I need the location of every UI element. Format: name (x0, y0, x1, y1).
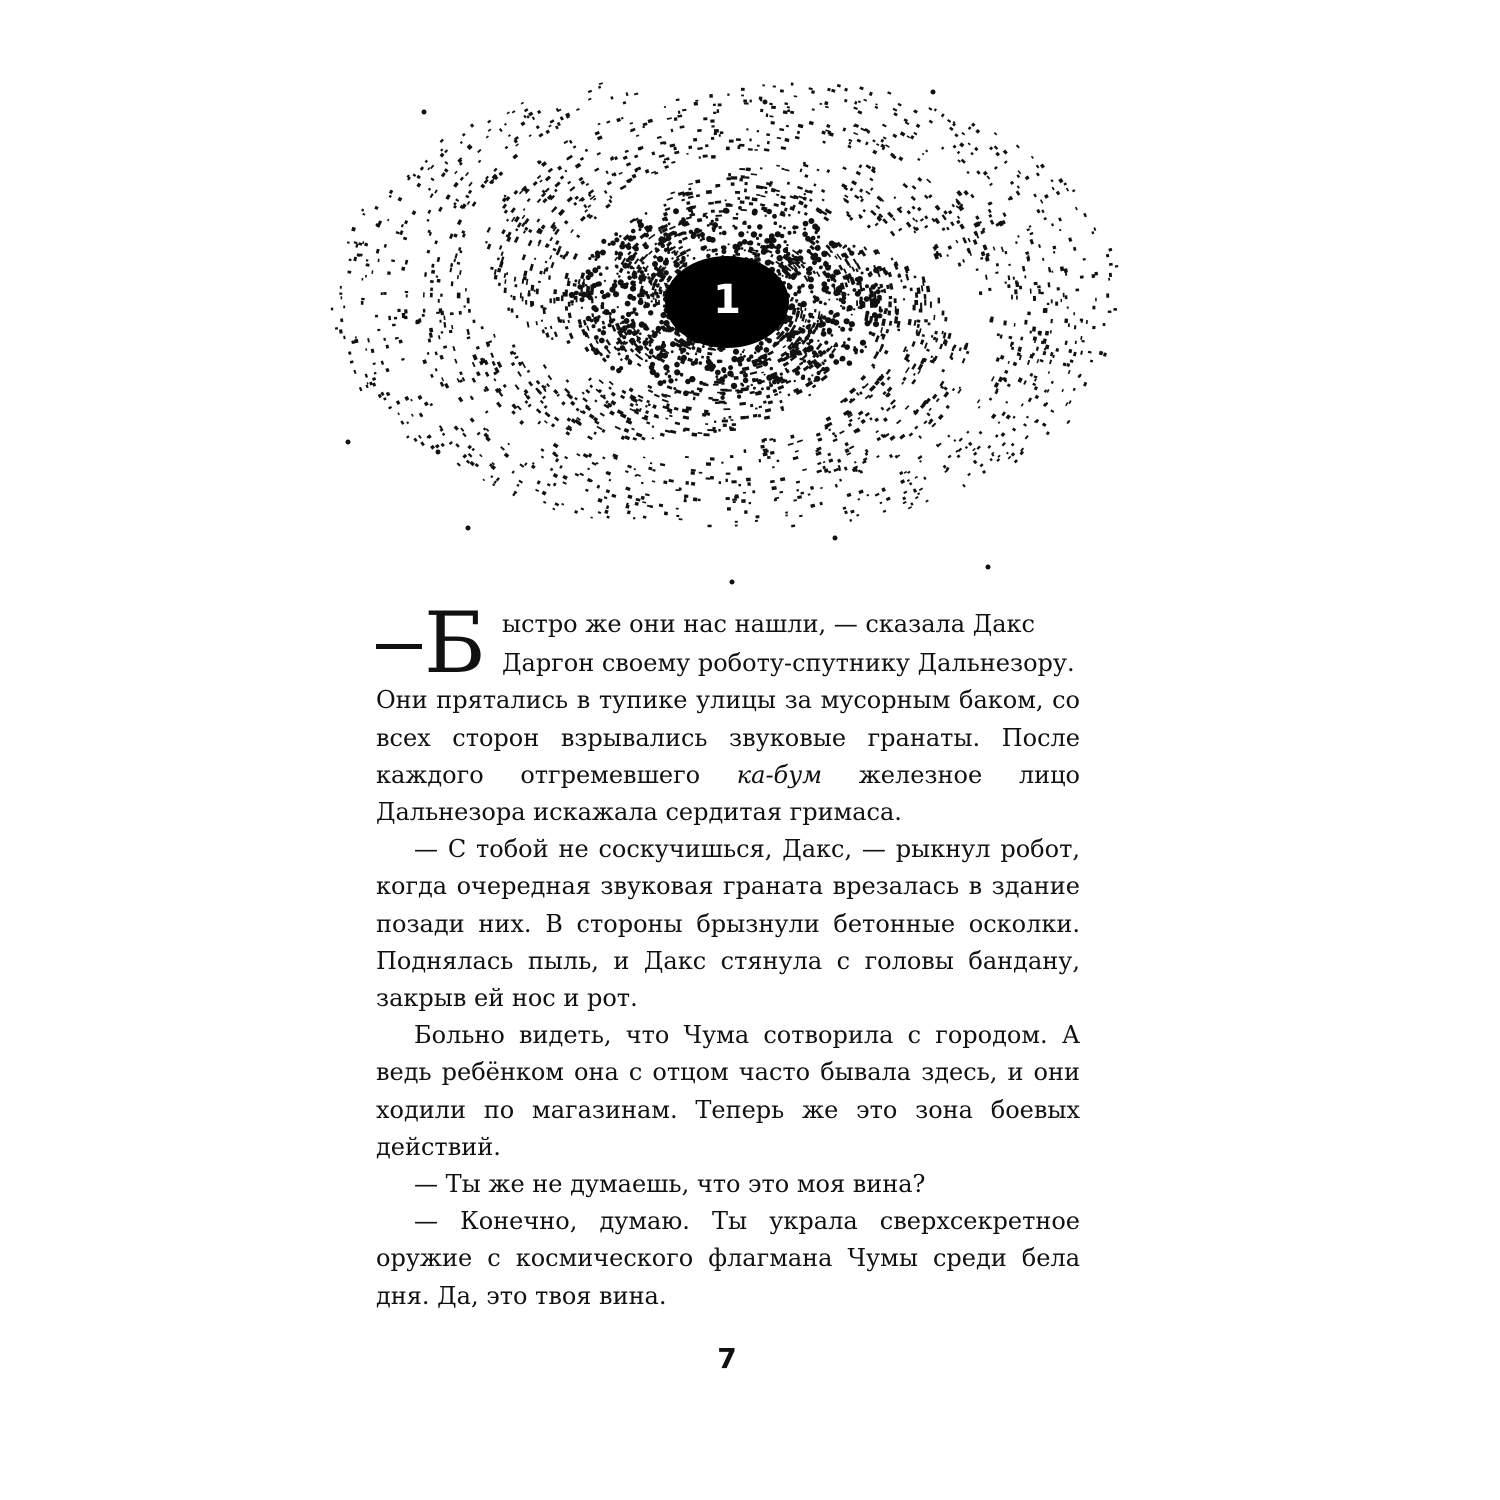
line1-text: ыстро же они нас нашли, — сказала Дакс (502, 610, 1035, 638)
chapter-number: 1 (713, 277, 741, 323)
paragraph-2: — С тобой не соскучишься, Дакс, — рыкнул робот, когда очередная звуковая граната врезалась в здание позади них. В стороны брызнули бетонные осколки. Поднялась пыль, и Дакс стянула с головы бандану, закрыв ей нос и рот. (376, 835, 1080, 1013)
spiral-galaxy-icon (320, 80, 1120, 600)
paragraph-3: Больно видеть, что Чума сотворила с городом. А ведь ребёнком она с отцом часто бывала здесь, и они ходили по магазинам. Теперь же это зона боевых действий. (376, 1021, 1080, 1161)
paragraph1-text: Они прятались в тупике улицы за мусорным баком, со всех сторон взрывались звуковые гранаты. После каждого отгремевшего (376, 686, 1080, 789)
chapter-body (376, 594, 1080, 1315)
drop-cap-dash (376, 644, 422, 649)
opening-paragraph (376, 594, 1080, 831)
drop-cap-letter: Б (424, 594, 486, 692)
paragraph-4: — Ты же не думаешь, что это моя вина? (414, 1170, 926, 1199)
line2-text: Даргон своему роботу-спутнику Дальнезору. (502, 649, 1075, 678)
paragraph1-end: железное лицо Дальнезора искажала сердитая гримаса. (376, 760, 1080, 827)
page-number: 7 (717, 1342, 737, 1375)
paragraph1-italic: ка-бум (736, 760, 823, 789)
drop-cap (376, 594, 486, 692)
paragraph-5: — Конечно, думаю. Ты украла сверхсекретное оружие с космического флагмана Чумы среди бела дня. Да, это твоя вина. (376, 1207, 1080, 1310)
